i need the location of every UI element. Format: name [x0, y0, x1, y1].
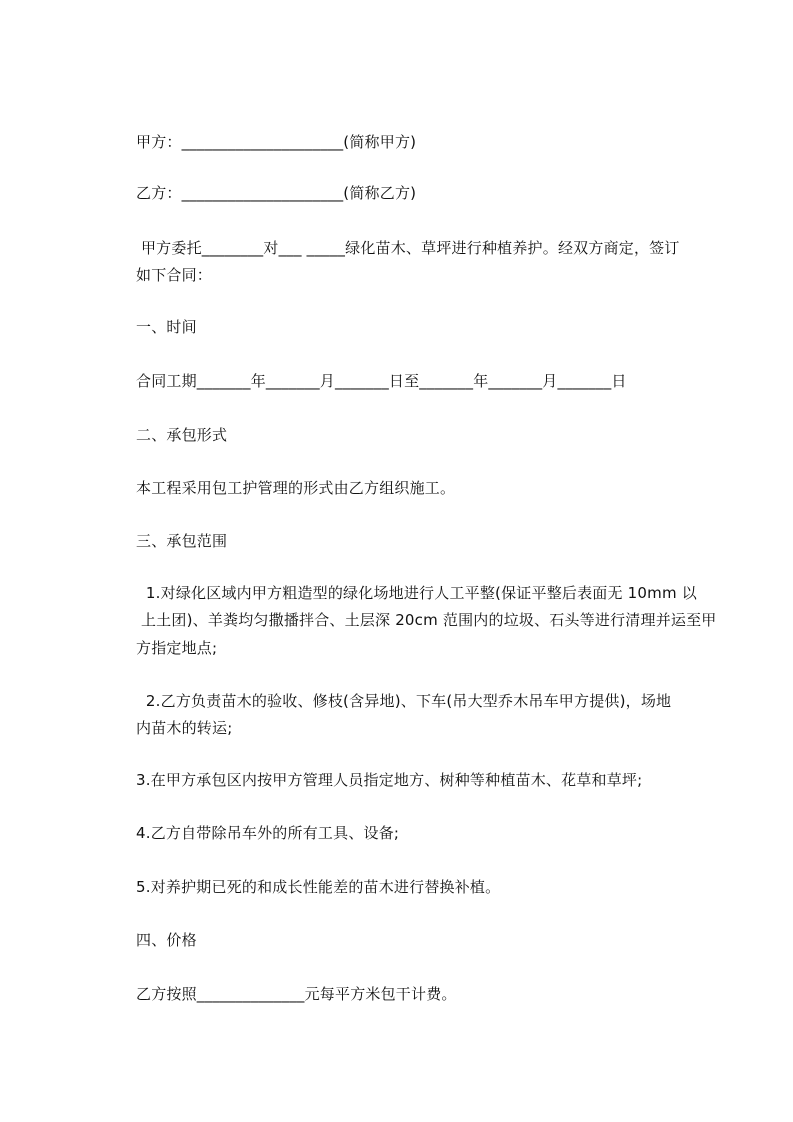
section-1-body: 合同工期_______年_______月_______日至_______年_______月_______日 — [136, 372, 627, 390]
scope-item-1-line-3: 方指定地点; — [136, 639, 218, 657]
party-b-line: 乙方：_____________________(简称乙方) — [136, 184, 417, 202]
scope-item-1-line-2: 上土团)、羊粪均匀撒播拌合、土层深 20cm 范围内的垃圾、石头等进行清理并运至甲 — [136, 611, 717, 629]
section-4-title: 四、价格 — [136, 931, 197, 949]
scope-item-4: 4.乙方自带除吊车外的所有工具、设备; — [136, 824, 400, 842]
scope-item-3: 3.在甲方承包区内按甲方管理人员指定地方、树种等种植苗木、花草和草坪; — [136, 771, 643, 789]
intro-line-2: 如下合同： — [136, 266, 213, 284]
section-3-title: 三、承包范围 — [136, 532, 228, 550]
section-2-title: 二、承包形式 — [136, 426, 228, 444]
section-4-body: 乙方按照______________元每平方米包干计费。 — [136, 985, 457, 1003]
scope-item-2-line-2: 内苗木的转运; — [136, 719, 233, 737]
party-a-line: 甲方：_____________________(简称甲方) — [136, 133, 417, 151]
scope-item-5: 5.对养护期已死的和成长性能差的苗木进行替换补植。 — [136, 878, 501, 896]
scope-item-2-line-1: 2.乙方负责苗木的验收、修枝(含异地)、下车(吊大型乔木吊车甲方提供)，场地 — [136, 692, 672, 710]
scope-item-1-line-1: 1.对绿化区域内甲方粗造型的绿化场地进行人工平整(保证平整后表面无 10mm 以 — [136, 584, 697, 602]
intro-line-1: 甲方委托________对___ _____绿化苗木、草坪进行种植养护。经双方商定，签订 — [136, 239, 680, 257]
section-2-body: 本工程采用包工护管理的形式由乙方组织施工。 — [136, 479, 456, 497]
section-1-title: 一、时间 — [136, 318, 197, 336]
